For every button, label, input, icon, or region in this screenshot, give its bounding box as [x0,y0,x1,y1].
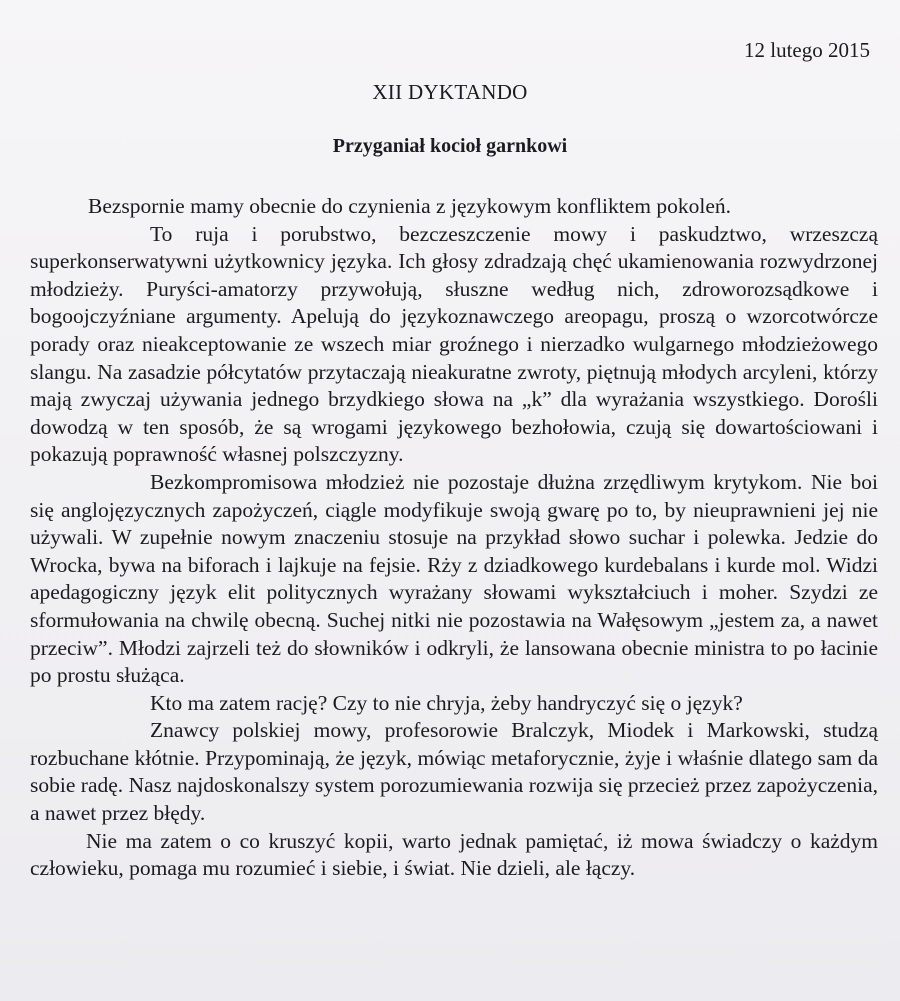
document-title: Przyganiał kocioł garnkowi [332,135,568,157]
paragraph-conclusion: Nie ma zatem o co kruszyć kopii, warto jednak pamiętać, iż mowa świadczy o każdym człowieku, pomaga mu rozumieć i siebie, i świat. Nie dzieli, ale łączy. [30,828,878,881]
paragraph-question: Kto ma zatem rację? Czy to nie chryja, żeby handryczyć się o język? [150,690,743,715]
document-date: 12 lutego 2015 [744,38,870,62]
paragraph-experts: Znawcy polskiej mowy, profesorowie Bralczyk, Miodek i Markowski, studzą rozbuchane kłótnie. Przypominają, że język, mówiąc metaforycznie, żyje i właśnie dlatego sam da sobie radę. Nasz najdoskonalszy system porozumiewania rozwija się przecież przez zapożyczenia, a nawet przez błędy. [30,718,878,826]
document-body [30,193,878,883]
paragraph-critics: To ruja i porubstwo, bezczeszczenie mowy i paskudztwo, wrzeszczą superkonserwatywni użytkownicy języka. Ich głosy zdradzają chęć ukamienowania rozwydrzonej młodzieży. Puryści-amatorzy przywołują, słuszne według nich, zdroworozsądkowe i bogoojczyźniane argumenty. Apelują do językoznawczego areopagu, proszą o wzorcotwórcze porady oraz nieakceptowanie ze wszech miar groźnego i nierzadko wulgarnego młodzieżowego slangu. Na zasadzie półcytatów przytaczają nieakuratne zwroty, piętnują młodych arcyleni, którzy mają zwyczaj używania jednego brzydkiego słowa na „k” dla wyrażania wszystkiego. Dorośli dowodzą w ten sposób, że są wrogami językowego bezhołowia, czują się dowartościowani i pokazują poprawność własnej polszczyzny. [30,221,878,467]
paragraph-youth: Bezkompromisowa młodzież nie pozostaje dłużna zrzędliwym krytykom. Nie boi się anglojęzycznych zapożyczeń, ciągle modyfikuje swoją gwarę po to, by nieuprawnieni jej nie używali. W zupełnie nowym znaczeniu stosuje na przykład słowo suchar i polewka. Jedzie do Wrocka, bywa na biforach i lajkuje na fejsie. Rży z dziadkowego kurdebalans i kurde mol. Widzi apedagogiczny język elit politycznych wyrażany słowami wykształciuch i moher. Szydzi ze sformułowania na chwilę obecną. Suchej nitki nie pozostawia na Wałęsowym „jestem za, a nawet przeciw”. Młodzi zajrzeli też do słowników i odkryli, że lansowana obecnie ministra to po łacinie po prostu służąca. [30,469,878,688]
document-heading: XII DYKTANDO [372,80,528,104]
paragraph-intro: Bezspornie mamy obecnie do czynienia z językowym konfliktem pokoleń. [88,194,732,218]
